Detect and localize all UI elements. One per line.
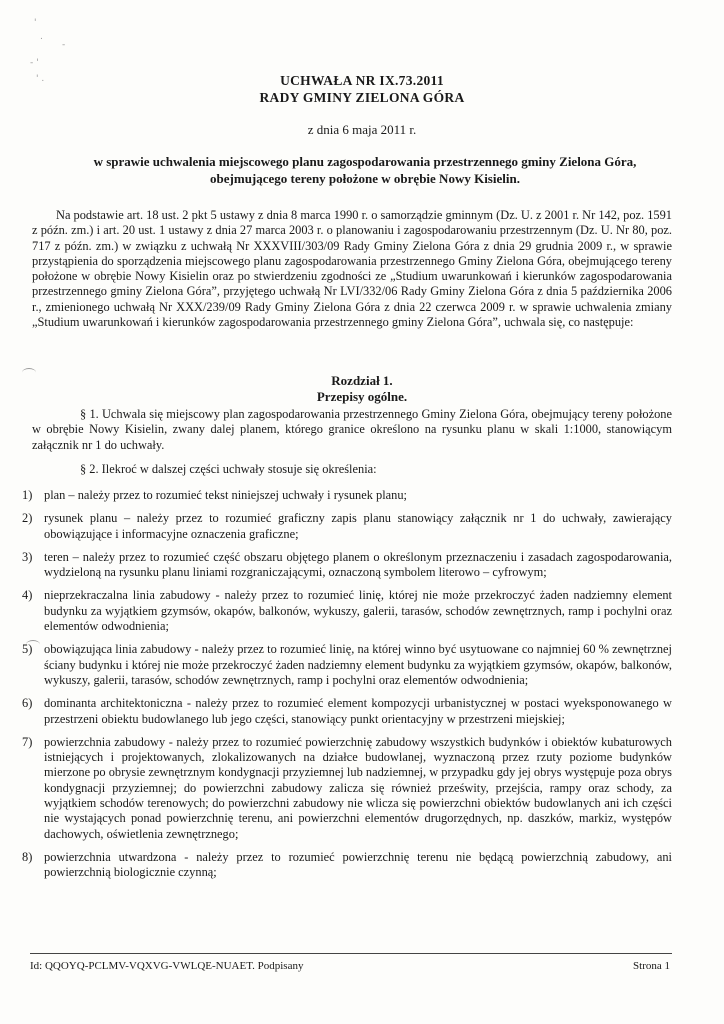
chapter-heading	[0, 373, 724, 405]
definition-text: plan – należy przez to rozumieć tekst niniejszej uchwały i rysunek planu;	[44, 488, 407, 502]
resolution-number: UCHWAŁA NR IX.73.2011	[280, 73, 444, 88]
council-name: RADY GMINY ZIELONA GÓRA	[259, 90, 465, 105]
definition-text: nieprzekraczalna linia zabudowy - należy przez to rozumieć linię, której nie może przekroczyć żaden nadziemny element budynku za wyjątkiem gzymsów, okapów, balkonów, wykuszy, galerii, tarasów, schodów zewnętrznych, ramp i pochylni oraz elementów odwodnienia;	[44, 588, 672, 634]
definition-text: dominanta architektoniczna - należy przez to rozumieć element kompozycji urbanistycznej w postaci wyeksponowanego w przestrzeni obiektu budowlanego lub jego części, stanowiący punkt orientacyjny w przestrzeni miejskiej;	[44, 696, 672, 726]
scan-mark: '	[34, 18, 37, 28]
subject-line: obejmującego tereny położone w obrębie Nowy Kisielin.	[210, 171, 520, 186]
definition-text: teren – należy przez to rozumieć część obszaru objętego planem o określonym przeznaczeniu i zasadach zagospodarowania, wydzieloną na rysunku planu liniami rozgraniczającymi, oznaczoną symbolem literowo – cyfrowym;	[44, 549, 672, 580]
definition-number: 3)	[22, 549, 33, 564]
definition-text: obowiązująca linia zabudowy - należy przez to rozumieć linię, na której winno być usytuowane co najmniej 60 % zewnętrznej ściany budynku i której nie może przekroczyć żaden nadziemny element budynku za wyjątkiem gzymsów, okapów, balkonów, wykuszy, galerii, tarasów, schodów zewnętrznych, ramp i pochylni oraz elementów odwodnienia;	[44, 642, 672, 687]
definition-item	[22, 642, 672, 688]
definition-text: rysunek planu – należy przez to rozumieć graficzny zapis planu stanowiący załącznik nr 1 do uchwały, zawierający obowiązujące i informacyjne oznaczenia graficzne;	[44, 511, 672, 541]
page-number: Strona 1	[633, 960, 670, 972]
definition-item	[22, 488, 672, 503]
definition-text: powierzchnia zabudowy - należy przez to rozumieć powierzchnię zabudowy wszystkich budynków i obiektów kubaturowych istniejących i projektowanych, zlokalizowanych na działce budowlanej, wyznaczoną przez rzuty poziome budynków mierzone po obrysie zewnętrznym kondygnacji przyziemnej lub nadziemnej, w przypadku gdy jej obrys występuje poza obrys kondygnacji przyziemnej; do powierzchni zabudowy zalicza się również prześwity, przejścia, rampy oraz schody, za wyjątkiem schodów terenowych; do powierzchni zabudowy nie wlicza się powierzchni obiektów budowlanych ani ich części nie wystających ponad powierzchnię terenu, ani powierzchni elementów drugorzędnych, np. daszków, markiz, występów dachowych, oświetlenia zewnętrznego;	[44, 734, 672, 841]
document-header	[0, 72, 724, 106]
definition-item	[22, 696, 672, 727]
subject-line: w sprawie uchwalenia miejscowego planu zagospodarowania przestrzennego gminy Zielona Góra,	[93, 154, 637, 169]
paragraph-2: § 2. Ilekroć w dalszej części uchwały stosuje się określenia:	[80, 462, 377, 476]
scan-mark: - '	[30, 58, 39, 68]
definition-number: 5)	[22, 642, 33, 657]
definition-number: 8)	[22, 849, 33, 864]
footer-divider	[30, 953, 672, 954]
definition-number: 2)	[22, 511, 33, 526]
definition-item	[22, 735, 672, 842]
chapter-title: Rozdział 1.	[331, 373, 393, 388]
legal-basis-preamble: Na podstawie art. 18 ust. 2 pkt 5 ustawy z dnia 8 marca 1990 r. o samorządzie gminnym (Dz. U. z 2001 r. Nr 142, poz. 1591 z późn. zm.) i art. 20 ust. 1 ustawy z dnia 27 marca 2003 r. o planowaniu i zagospodarowaniu przestrzennym (Dz. U. Nr 80, poz. 717 z późn. zm.) w związku z uchwałą Nr XXXVIII/303/09 Rady Gminy Zielona Góra z dnia 29 grudnia 2009 r., w sprawie przystąpienia do sporządzenia miejscowego planu zagospodarowania przestrzennego Gminy Zielona Góra, obejmującego tereny położone w obrębie Nowy Kisielin oraz po stwierdzeniu zgodności ze „Studium uwarunkowań i kierunków zagospodarowania przestrzennego gminy Zielona Góra”, przyjętego uchwałą Nr LVI/332/06 Rady Gminy Zielona Góra z dnia 5 października 2006 r., zmienionego uchwałą Nr XXX/239/09 Rady Gminy Zielona Góra z dnia 22 czerwca 2009 r. w sprawie uchwalenia zmiany „Studium uwarunkowań i kierunków zagospodarowania przestrzennego gminy Zielona Góra”, uchwala się, co następuje:	[32, 208, 672, 330]
paragraph-1: § 1. Uchwala się miejscowy plan zagospodarowania przestrzennego Gminy Zielona Góra, obejmujący tereny położone w obrębie Nowy Kisielin, zwany dalej planem, którego granice określono na rysunku planu w skali 1:1000, stanowiącym załącznik nr 1 do uchwały.	[32, 407, 672, 452]
definition-number: 7)	[22, 734, 33, 749]
scan-mark: -	[62, 40, 66, 50]
definition-item	[22, 550, 672, 581]
definition-number: 6)	[22, 696, 33, 711]
chapter-subtitle: Przepisy ogólne.	[316, 389, 408, 404]
definition-item	[22, 511, 672, 542]
definitions-list	[22, 488, 672, 889]
scan-mark: ' .	[36, 74, 45, 84]
definition-number: 1)	[22, 488, 33, 502]
definition-text: powierzchnia utwardzona - należy przez to rozumieć powierzchnię terenu nie będącą powierzchnią zabudowy, ani powierzchnią biologicznie czynną;	[44, 849, 672, 880]
scan-mark: .	[40, 32, 43, 42]
definition-item	[22, 850, 672, 881]
resolution-date: z dnia 6 maja 2011 r.	[307, 122, 417, 137]
definition-number: 4)	[22, 588, 33, 603]
definition-item	[22, 588, 672, 634]
document-id: Id: QQOYQ-PCLMV-VQXVG-VWLQE-NUAET. Podpisany	[30, 960, 304, 972]
resolution-subject	[60, 153, 670, 187]
